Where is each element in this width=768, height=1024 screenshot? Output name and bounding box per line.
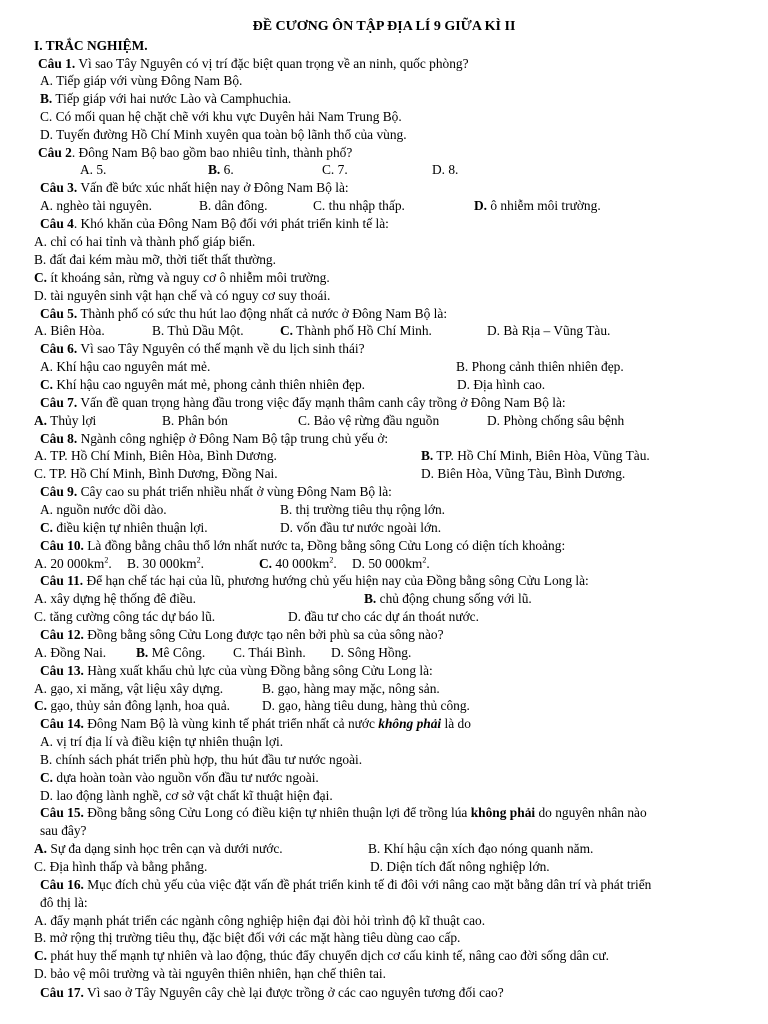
- q11-option-c: C. tăng cường công tác dự báo lũ.: [34, 609, 216, 624]
- q8-option-d: D. Biên Hòa, Vũng Tàu, Bình Dương.: [421, 466, 626, 481]
- q8-option-b-body: TP. Hồ Chí Minh, Biên Hòa, Vũng Tàu.: [433, 448, 650, 463]
- q4-option-c: [0, 269, 768, 287]
- q15-answer-key: A.: [34, 841, 48, 856]
- q2-option-a: A. 5.: [80, 162, 107, 177]
- question-3-label: Câu 3.: [40, 180, 78, 195]
- q1-option-b-text: [40, 90, 291, 108]
- q13-option-c: [34, 697, 230, 715]
- question-7: [0, 394, 768, 412]
- q14-option-b-text: B. chính sách phát triển phù hợp, thu hút đầu tư nước ngoài.: [40, 752, 363, 767]
- question-12-label: Câu 12.: [40, 627, 84, 642]
- question-3-text: [40, 179, 349, 197]
- question-9-label: Câu 9.: [40, 484, 78, 499]
- q3-options: [0, 197, 768, 215]
- q16-option-d: [0, 965, 768, 983]
- q15-options-cd: [0, 858, 768, 876]
- question-15: [0, 804, 768, 822]
- question-1-body: Vì sao Tây Nguyên có vị trí đặc biệt quan trọng về an ninh, quốc phòng?: [75, 56, 469, 71]
- question-17-body: Vì sao ở Tây Nguyên cây chè lại được trồng ở các cao nguyên tương đối cao?: [83, 985, 504, 1000]
- q3-option-d: [474, 197, 601, 215]
- q13-option-b: B. gạo, hàng may mặc, nông sản.: [262, 681, 440, 696]
- q16-option-c-text: [34, 947, 609, 965]
- q2-option-b-body: 6.: [220, 162, 234, 177]
- question-8-label: Câu 8.: [40, 431, 78, 446]
- question-17: [0, 984, 768, 1002]
- q13-options-cd: [0, 697, 768, 715]
- q14-option-c-body: dựa hoàn toàn vào nguồn vốn đầu tư nước ngoài.: [53, 770, 319, 785]
- q11-option-d: D. đầu tư cho các dự án thoát nước.: [288, 609, 479, 624]
- question-15-label: Câu 15.: [40, 805, 84, 820]
- q7-options: [0, 412, 768, 430]
- question-7-body: Vấn đề quan trọng hàng đầu trong việc đẩy mạnh thâm canh cây trồng ở Đông Nam Bộ là:: [77, 395, 566, 410]
- q3-answer-key: D.: [474, 198, 488, 213]
- q9-option-d: D. vốn đầu tư nước ngoài lớn.: [280, 520, 442, 535]
- q1-option-b: [0, 90, 768, 108]
- q2-options: [0, 161, 768, 179]
- question-6-body: Vì sao Tây Nguyên có thế mạnh về du lịch sinh thái?: [77, 341, 365, 356]
- section-label: I. TRẮC NGHIỆM.: [34, 38, 148, 53]
- q10-option-a-sup: 2: [104, 555, 109, 565]
- q4-option-b: [0, 251, 768, 269]
- q15-option-b: B. Khí hậu cận xích đạo nóng quanh năm.: [368, 841, 594, 856]
- q10-option-b-dot: .: [200, 556, 204, 571]
- question-16: [0, 876, 768, 894]
- question-12-text: [40, 626, 444, 644]
- question-3: [0, 179, 768, 197]
- question-5-body: Thành phố có sức thu hút lao động nhất cả nước ở Đông Nam Bộ là:: [77, 306, 448, 321]
- q10-option-b: [127, 555, 204, 573]
- q10-option-d-dot: .: [426, 556, 430, 571]
- q14-option-a-text: A. vị trí địa lí và điều kiện tự nhiên thuận lợi.: [40, 734, 284, 749]
- q14-answer-key: C.: [40, 770, 54, 785]
- q11-answer-key: B.: [364, 591, 377, 606]
- q6-option-c-body: Khí hậu cao nguyên mát mẻ, phong cảnh thiên nhiên đẹp.: [53, 377, 366, 392]
- q9-options-ab: [0, 501, 768, 519]
- q7-option-c: C. Bảo vệ rừng đầu nguồn: [298, 413, 440, 428]
- question-15-text: [40, 804, 647, 822]
- q11-option-b-body: chủ động chung sống với lũ.: [376, 591, 532, 606]
- question-2-body: . Đông Nam Bộ bao gồm bao nhiêu tỉnh, thành phố?: [71, 145, 353, 160]
- question-13-text: [40, 662, 433, 680]
- q1-option-c-text: C. Có mối quan hệ chặt chẽ với khu vực Duyên hải Nam Trung Bộ.: [40, 109, 402, 124]
- q4-option-d: [0, 287, 768, 305]
- q10-option-d: [352, 555, 430, 573]
- question-9-body: Cây cao su phát triển nhiều nhất ở vùng Đông Nam Bộ là:: [77, 484, 392, 499]
- q10-option-d-body: D. 50 000km: [352, 556, 423, 571]
- question-17-text: [40, 984, 504, 1002]
- question-2-label: Câu 2: [38, 145, 72, 160]
- q10-option-c-body: 40 000km: [272, 556, 330, 571]
- question-16-body: Mục đích chủ yếu của việc đặt vấn đề phát triển kinh tế đi đôi với nâng cao mặt bằng dân trí và phát triển: [83, 877, 652, 892]
- q1-option-d-text: D. Tuyến đường Hồ Chí Minh xuyên qua toàn bộ lãnh thổ của vùng.: [40, 127, 407, 142]
- q12-option-b-body: Mê Công.: [148, 645, 206, 660]
- question-15-emphasis: không phải: [470, 805, 536, 820]
- q14-option-c: [0, 769, 768, 787]
- q7-option-a: [34, 412, 96, 430]
- q9-option-c: [40, 519, 208, 537]
- question-9: [0, 483, 768, 501]
- question-14-emphasis: không phải: [378, 716, 442, 731]
- question-4-body: . Khó khăn của Đông Nam Bộ đối với phát triển kinh tế là:: [73, 216, 389, 231]
- q16-option-b-text: B. mở rộng thị trường tiêu thụ, đặc biệt đối với các mặt hàng tiêu dùng cao cấp.: [34, 930, 461, 945]
- q6-options-cd: [0, 376, 768, 394]
- question-9-text: [40, 483, 392, 501]
- q10-option-c-dot: .: [333, 556, 337, 571]
- q10-option-a: [34, 555, 112, 573]
- q13-option-a: A. gạo, xi măng, vật liệu xây dựng.: [34, 681, 224, 696]
- q15-option-d: D. Diện tích đất nông nghiệp lớn.: [370, 859, 550, 874]
- question-13: [0, 662, 768, 680]
- q13-option-d: D. gạo, hàng tiêu dung, hàng thủ công.: [262, 698, 470, 713]
- question-2-text: [38, 144, 352, 162]
- q11-option-a: A. xây dựng hệ thống đê điều.: [34, 591, 196, 606]
- q12-options: [0, 644, 768, 662]
- question-1-text: [38, 55, 469, 73]
- q8-option-c: C. TP. Hồ Chí Minh, Bình Dương, Đồng Nai.: [34, 466, 278, 481]
- q16-option-a-text: A. đẩy mạnh phát triển các ngành công nghiệp hiện đại đòi hỏi trình độ kĩ thuật cao.: [34, 913, 486, 928]
- q7-option-a-body: Thủy lợi: [47, 413, 97, 428]
- q10-answer-key: C.: [259, 556, 273, 571]
- q12-option-c: C. Thái Bình.: [233, 645, 306, 660]
- question-5-label: Câu 5.: [40, 306, 78, 321]
- q16-option-c-body: phát huy thế mạnh tự nhiên và lao động, thúc đẩy chuyển dịch cơ cấu kinh tế, nâng cao đời sống dân cư.: [47, 948, 609, 963]
- q10-options: [0, 555, 768, 573]
- q1-option-d: [0, 126, 768, 144]
- question-14-text: [40, 715, 471, 733]
- q3-option-d-body: ô nhiễm môi trường.: [487, 198, 601, 213]
- q5-option-d: D. Bà Rịa – Vũng Tàu.: [487, 323, 611, 338]
- question-15-continued: [0, 822, 768, 840]
- question-12: [0, 626, 768, 644]
- q4-option-a: [0, 233, 768, 251]
- q12-option-b: [136, 644, 205, 662]
- q7-answer-key: A.: [34, 413, 48, 428]
- q4-option-c-text: [34, 269, 330, 287]
- q12-option-a: A. Đồng Nai.: [34, 645, 107, 660]
- q16-option-a: [0, 912, 768, 930]
- q4-option-c-body: ít khoáng sản, rừng và nguy cơ ô nhiễm môi trường.: [47, 270, 330, 285]
- question-11: [0, 572, 768, 590]
- q1-option-a-text: A. Tiếp giáp với vùng Đông Nam Bộ.: [40, 73, 243, 88]
- q12-option-d: D. Sông Hồng.: [331, 645, 412, 660]
- q16-option-b: [0, 929, 768, 947]
- section-heading: [0, 37, 768, 55]
- q15-option-a: [34, 840, 283, 858]
- question-8-body: Ngành công nghiệp ở Đông Nam Bộ tập trung chủ yếu ở:: [77, 431, 389, 446]
- q14-option-c-text: [40, 769, 319, 787]
- q10-option-b-body: B. 30 000km: [127, 556, 197, 571]
- document-title: ĐỀ CƯƠNG ÔN TẬP ĐỊA LÍ 9 GIỮA KÌ II: [252, 19, 516, 34]
- q4-option-a-text: A. chỉ có hai tỉnh và thành phố giáp biển.: [34, 234, 256, 249]
- q3-option-a: A. nghèo tài nguyên.: [40, 198, 152, 213]
- q6-option-b: B. Phong cảnh thiên nhiên đẹp.: [456, 359, 624, 374]
- q2-option-c: C. 7.: [322, 162, 348, 177]
- q16-option-c: [0, 947, 768, 965]
- q10-option-a-body: A. 20 000km: [34, 556, 105, 571]
- question-8-text: [40, 430, 388, 448]
- q13-answer-key: C.: [34, 698, 48, 713]
- q10-option-c-sup: 2: [329, 555, 334, 565]
- q9-option-a: A. nguồn nước dồi dào.: [40, 502, 167, 517]
- q16-answer-key: C.: [34, 948, 48, 963]
- question-7-label: Câu 7.: [40, 395, 78, 410]
- q1-option-a: [0, 72, 768, 90]
- question-5: [0, 305, 768, 323]
- q10-option-d-sup: 2: [422, 555, 427, 565]
- q6-answer-key: C.: [40, 377, 54, 392]
- q1-option-b-body: Tiếp giáp với hai nước Lào và Camphuchia.: [52, 91, 292, 106]
- question-6-text: [40, 340, 365, 358]
- question-17-label: Câu 17.: [40, 985, 84, 1000]
- q11-options-ab: [0, 590, 768, 608]
- question-12-body: Đồng bằng sông Cửu Long được tạo nên bởi phù sa của sông nào?: [83, 627, 444, 642]
- question-10-body: Là đồng bằng châu thổ lớn nhất nước ta, Đồng bằng sông Cửu Long có diện tích khoảng:: [83, 538, 566, 553]
- question-4-text: [40, 215, 389, 233]
- q9-option-c-body: điều kiện tự nhiên thuận lợi.: [53, 520, 208, 535]
- q6-option-a: A. Khí hậu cao nguyên mát mẻ.: [40, 359, 211, 374]
- q8-answer-key: B.: [421, 448, 434, 463]
- q14-option-a: [0, 733, 768, 751]
- q8-option-a: A. TP. Hồ Chí Minh, Biên Hòa, Bình Dương.: [34, 448, 277, 463]
- q8-options-cd: [0, 465, 768, 483]
- q12-answer-key: B.: [136, 645, 149, 660]
- question-10: [0, 537, 768, 555]
- question-10-text: [40, 537, 565, 555]
- q4-option-d-text: D. tài nguyên sinh vật hạn chế và có nguy cơ suy thoái.: [34, 288, 331, 303]
- question-16-label: Câu 16.: [40, 877, 84, 892]
- question-14-tail: là do: [441, 716, 471, 731]
- q8-options-ab: [0, 447, 768, 465]
- question-5-text: [40, 305, 447, 323]
- q9-options-cd: [0, 519, 768, 537]
- question-10-label: Câu 10.: [40, 538, 84, 553]
- question-14-label: Câu 14.: [40, 716, 84, 731]
- q5-option-c-body: Thành phố Hồ Chí Minh.: [293, 323, 432, 338]
- q2-answer-key: B.: [208, 162, 221, 177]
- question-11-label: Câu 11.: [40, 573, 84, 588]
- q9-option-b: B. thị trường tiêu thụ rộng lớn.: [280, 502, 445, 517]
- q5-answer-key: C.: [280, 323, 294, 338]
- q13-option-c-body: gạo, thủy sản đông lạnh, hoa quả.: [47, 698, 231, 713]
- q5-options: [0, 322, 768, 340]
- q3-option-b: B. dân đông.: [199, 198, 268, 213]
- q10-option-b-sup: 2: [196, 555, 201, 565]
- q15-option-c: C. Địa hình thấp và bằng phẳng.: [34, 859, 208, 874]
- question-15-cont-text: sau đây?: [40, 823, 87, 838]
- question-3-body: Vấn đề bức xúc nhất hiện nay ở Đông Nam Bộ là:: [77, 180, 349, 195]
- q9-answer-key: C.: [40, 520, 54, 535]
- q11-option-b: [364, 590, 532, 608]
- question-6: [0, 340, 768, 358]
- q2-option-d: D. 8.: [432, 162, 459, 177]
- q16-option-d-text: D. bảo vệ môi trường và tài nguyên thiên nhiên, hạn chế thiên tai.: [34, 966, 386, 981]
- q1-answer-key: B.: [40, 91, 53, 106]
- question-1-label: Câu 1.: [38, 56, 76, 71]
- question-13-body: Hàng xuất khẩu chủ lực của vùng Đồng bằng sông Cửu Long là:: [83, 663, 433, 678]
- question-4: [0, 215, 768, 233]
- question-15-tail: do nguyên nhân nào: [535, 805, 647, 820]
- question-4-label: Câu 4: [40, 216, 74, 231]
- q6-option-d: D. Địa hình cao.: [457, 377, 546, 392]
- question-11-body: Để hạn chế tác hại của lũ, phương hướng chủ yếu hiện nay của Đồng bằng sông Cửu Long là:: [83, 573, 589, 588]
- question-16-cont-text: đô thị là:: [40, 895, 88, 910]
- question-16-text: [40, 876, 651, 894]
- question-16-continued: [0, 894, 768, 912]
- q6-option-c: [40, 376, 365, 394]
- q6-options-ab: [0, 358, 768, 376]
- q10-option-c: [259, 555, 337, 573]
- q11-options-cd: [0, 608, 768, 626]
- q13-options-ab: [0, 680, 768, 698]
- question-2: [0, 144, 768, 162]
- question-13-label: Câu 13.: [40, 663, 84, 678]
- q5-option-b: B. Thủ Dầu Một.: [152, 323, 244, 338]
- q7-option-b: B. Phân bón: [162, 413, 228, 428]
- q15-options-ab: [0, 840, 768, 858]
- q14-option-b: [0, 751, 768, 769]
- q7-option-d: D. Phòng chống sâu bệnh: [487, 413, 625, 428]
- q10-option-a-dot: .: [108, 556, 112, 571]
- question-8: [0, 430, 768, 448]
- q8-option-b: [421, 447, 650, 465]
- q14-option-d: [0, 787, 768, 805]
- question-6-label: Câu 6.: [40, 341, 78, 356]
- question-1: [0, 55, 768, 73]
- question-11-text: [40, 572, 589, 590]
- question-14: [0, 715, 768, 733]
- question-14-body: Đông Nam Bộ là vùng kinh tế phát triển nhất cả nước: [83, 716, 379, 731]
- q5-option-c: [280, 322, 432, 340]
- q4-answer-key: C.: [34, 270, 48, 285]
- question-7-text: [40, 394, 566, 412]
- q3-option-c: C. thu nhập thấp.: [313, 198, 405, 213]
- q1-option-c: [0, 108, 768, 126]
- question-15-body: Đồng bằng sông Cửu Long có điều kiện tự nhiên thuận lợi để trồng lúa: [83, 805, 471, 820]
- q2-option-b: [208, 161, 234, 179]
- q5-option-a: A. Biên Hòa.: [34, 323, 105, 338]
- q15-option-a-body: Sự đa dạng sinh học trên cạn và dưới nước.: [47, 841, 283, 856]
- q14-option-d-text: D. lao động lành nghề, cơ sở vật chất kĩ thuật hiện đại.: [40, 788, 333, 803]
- q4-option-b-text: B. đất đai kém màu mỡ, thời tiết thất thường.: [34, 252, 276, 267]
